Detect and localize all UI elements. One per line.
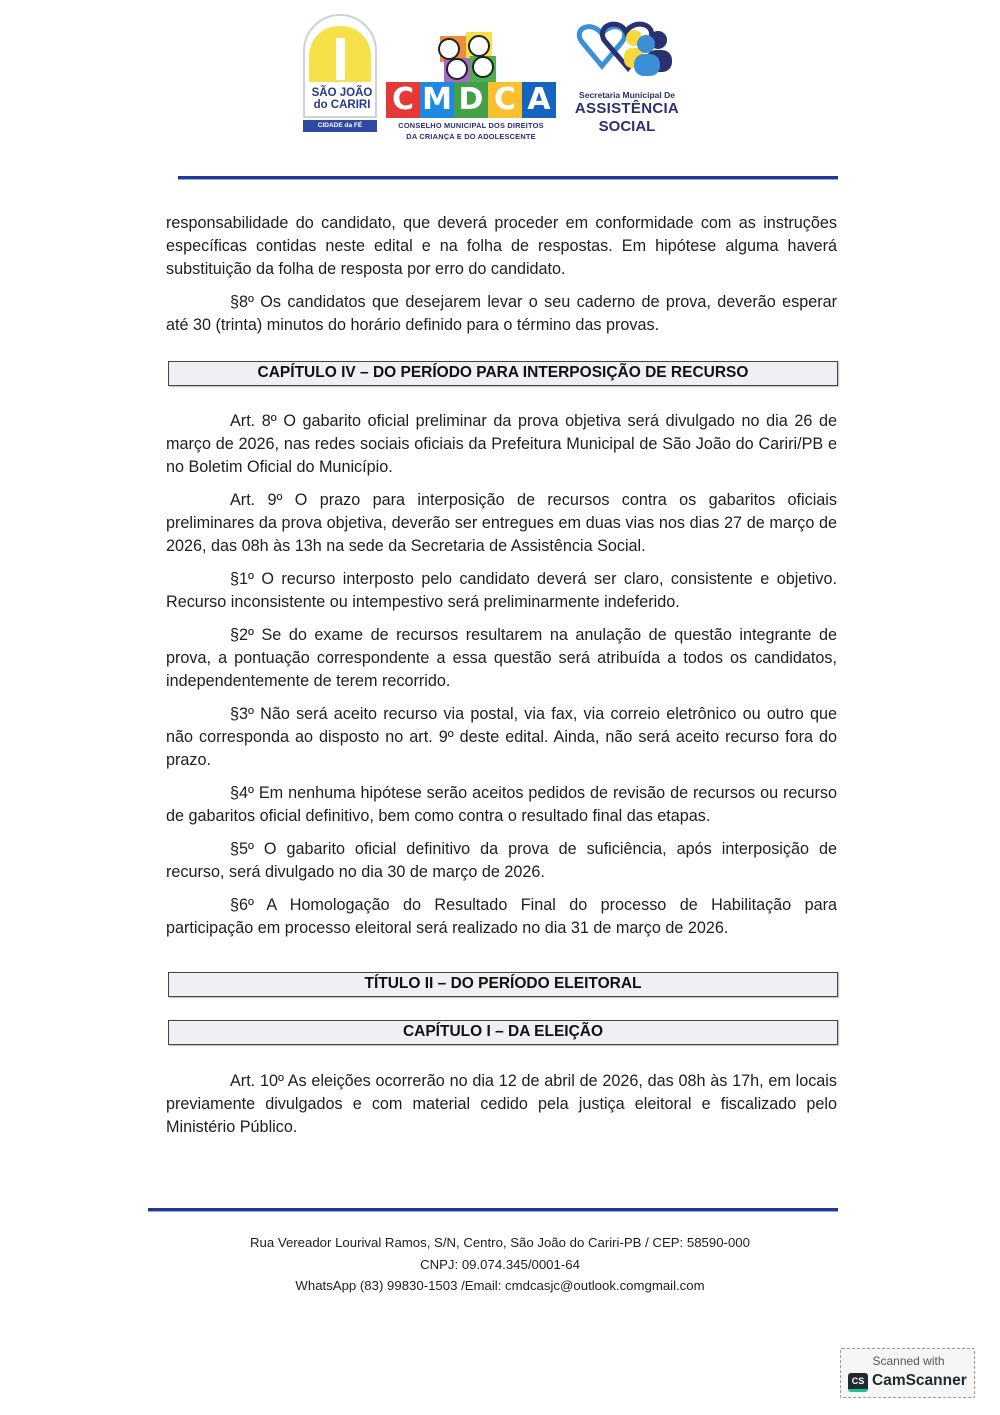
sjc-band: CIDADE da FÉ — [303, 120, 377, 132]
document-body-chapter-iv — [166, 410, 837, 950]
article-9-paragraph-4: §4º Em nenhuma hipótese serão aceitos pedidos de revisão de recursos ou recurso de gabaritos oficial definitivo, bem como contra o resultado final das etapas. — [166, 784, 837, 825]
footer — [0, 1232, 1000, 1297]
document-body — [166, 212, 837, 347]
sjc-name-line1: SÃO JOÃO — [311, 87, 373, 99]
sao-joao-do-cariri-logo — [303, 14, 377, 148]
children-faces-icon — [436, 32, 506, 82]
sjc-tower-icon — [336, 38, 345, 80]
title-ii-heading: TÍTULO II – DO PERÍODO ELEITORAL — [168, 972, 838, 997]
header-logos — [300, 12, 700, 142]
cmdca-wordmark: C M D C A — [386, 82, 556, 118]
article-9-paragraph-3: §3º Não será aceito recurso via postal, via fax, via correio eletrônico ou outro que não corresponda ao disposto no art. 9º deste edital. Ainda, não será aceito recurso fora do prazo. — [166, 705, 837, 769]
article-9: Art. 9º O prazo para interposição de recursos contra os gabaritos oficiais preliminares da prova objetiva, deverão ser entregues em duas vias nos dias 27 de março de 2026, das 08h às 13h na sede da Secretaria de Assistência Social. — [166, 491, 837, 555]
article-9-paragraph-6: §6º A Homologação do Resultado Final do processo de Habilitação para participação em processo eleitoral será realizado no dia 31 de março de 2026. — [166, 896, 837, 937]
assistencia-social-logo — [562, 20, 692, 135]
article-9-paragraph-2: §2º Se do exame de recursos resultarem na anulação de questão integrante de prova, a pontuação correspondente a essa questão será atribuída a todos os candidatos, independentemente de terem recorrido. — [166, 626, 837, 690]
header-divider — [178, 176, 838, 179]
sjc-name-line2: do CARIRI — [313, 99, 371, 111]
article-10: Art. 10º As eleições ocorrerão no dia 12 de abril de 2026, das 08h às 17h, em locais previamente divulgados e com material cedido pela justiça eleitoral e fiscalizado pelo Ministério Público. — [166, 1072, 837, 1136]
cmdca-subtitle-line2: DA CRIANÇA E DO ADOLESCENTE — [406, 132, 536, 141]
article-9-paragraph-5: §5º O gabarito oficial definitivo da prova de suficiência, após interposição de recurso, será divulgado no dia 30 de março de 2026. — [166, 840, 837, 881]
paragraph-p8: §8º Os candidatos que desejarem levar o seu caderno de prova, deverão esperar até 30 (trinta) minutos do horário definido para o término das provas. — [166, 293, 837, 334]
footer-address: Rua Vereador Lourival Ramos, S/N, Centro, São João do Cariri-PB / CEP: 58590-000 — [250, 1235, 750, 1250]
article-8: Art. 8º O gabarito oficial preliminar da prova objetiva será divulgado no dia 26 de março de 2026, nas redes sociais oficiais da Prefeitura Municipal de São João do Cariri/PB e no Boletim Oficial do Município. — [166, 412, 837, 476]
paragraph-continuation: responsabilidade do candidato, que deverá proceder em conformidade com as instruções específicas contidas neste edital e na folha de respostas. Em hipótese alguma haverá substituição da folha de resposta por erro do candidato. — [166, 214, 837, 278]
sas-line3: SOCIAL — [598, 118, 656, 135]
cmdca-subtitle-line1: CONSELHO MUNICIPAL DOS DIREITOS — [398, 121, 544, 130]
scanned-with-label: Scanned with — [872, 1354, 945, 1368]
camscanner-logo-icon: CS — [848, 1373, 868, 1392]
camscanner-watermark — [840, 1348, 975, 1398]
footer-divider — [148, 1208, 838, 1211]
chapter-i-heading: CAPÍTULO I – DA ELEIÇÃO — [168, 1020, 838, 1045]
camscanner-name: CamScanner — [872, 1372, 967, 1389]
sas-line1: Secretaria Municipal De — [579, 90, 675, 100]
footer-cnpj: CNPJ: 09.074.345/0001-64 — [420, 1256, 580, 1272]
document-body-chapter-i — [166, 1070, 837, 1149]
heart-people-icon — [562, 20, 692, 80]
chapter-iv-heading: CAPÍTULO IV – DO PERÍODO PARA INTERPOSIÇÃO DE RECURSO — [168, 361, 838, 386]
sjc-arch-emblem — [303, 14, 377, 118]
sas-line2: ASSISTÊNCIA — [574, 100, 680, 117]
footer-contact: WhatsApp (83) 99830-1503 /Email: cmdcasjc@outlook.comgmail.com — [295, 1278, 705, 1293]
article-9-paragraph-1: §1º O recurso interposto pelo candidato deverá ser claro, consistente e objetivo. Recurso inconsistente ou intempestivo será preliminarmente indeferido. — [166, 570, 837, 611]
cmdca-logo — [386, 32, 556, 147]
